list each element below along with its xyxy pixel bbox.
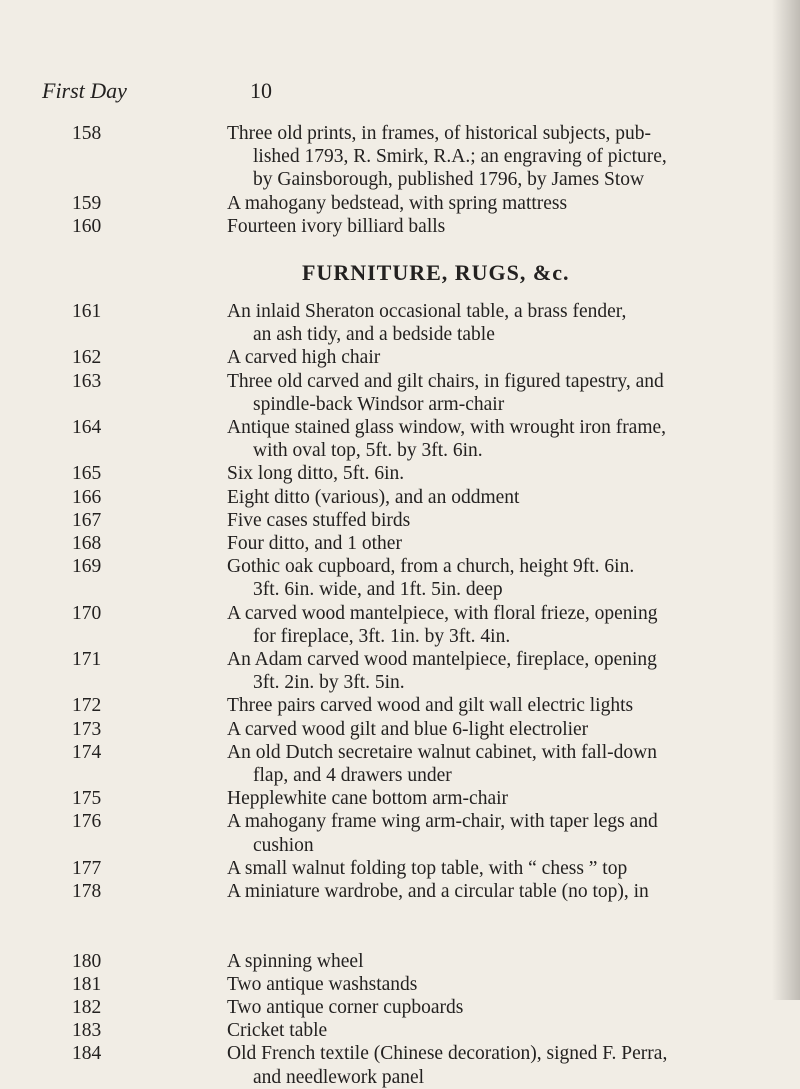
lot-number: 180	[72, 950, 102, 972]
lot-number: 160	[72, 215, 102, 237]
lot-description: Fourteen ivory billiard balls	[227, 215, 446, 237]
lot-description: Three old prints, in frames, of historical subjects, pub- lished 1793, R. Smirk, R.A.; an engraving of picture, by Gainsborough, published 1796, by James Stow	[227, 123, 667, 191]
lot-description: A mahogany frame wing arm-chair, with taper legs and cushion	[227, 811, 658, 856]
lot-number: 161	[72, 301, 102, 322]
lot-description: A spinning wheel	[227, 950, 364, 972]
lot-number: 182	[72, 997, 102, 1018]
lot-description: A small walnut folding top table, with “ chess ” top	[227, 857, 628, 879]
lot-number: 184	[72, 1043, 102, 1065]
lot-description: A carved high chair	[227, 347, 381, 369]
lot-description: Three old carved and gilt chairs, in figured tapestry, and spindle-back Windsor arm-chair	[227, 370, 664, 415]
lot-description: Two antique corner cupboards	[227, 997, 464, 1018]
lot-description: Old French textile (Chinese decoration), signed F. Perra, and needlework panel	[227, 1043, 668, 1088]
lot-number: 183	[72, 1020, 102, 1042]
lot-number: 175	[72, 788, 102, 810]
lot-number: 162	[72, 347, 102, 369]
page-edge-shadow	[772, 0, 800, 1000]
lot-description: Eight ditto (various), and an oddment	[227, 486, 520, 508]
lot-number: 171	[72, 649, 102, 670]
lot-number: 170	[72, 602, 102, 624]
lot-description: A mahogany bedstead, with spring mattress	[227, 192, 568, 214]
lot-number: 173	[72, 718, 102, 740]
lot-number: 166	[72, 486, 102, 508]
lot-description: Four ditto, and 1 other	[227, 533, 402, 554]
lot-description: Gothic oak cupboard, from a church, height 9ft. 6in. 3ft. 6in. wide, and 1ft. 5in. deep	[227, 556, 635, 601]
lot-number: 167	[72, 509, 102, 531]
page-number: 10	[250, 78, 272, 103]
lot-description: Five cases stuffed birds	[227, 509, 411, 531]
lot-description: A carved wood gilt and blue 6-light electrolier	[227, 718, 589, 740]
lot-description: Six long ditto, 5ft. 6in.	[227, 463, 405, 485]
running-head	[0, 78, 800, 108]
lot-number: 176	[72, 811, 102, 833]
lot-description: An old Dutch secretaire walnut cabinet, with fall-down flap, and 4 drawers under	[227, 741, 657, 786]
day-heading: First Day	[42, 78, 127, 103]
lot-description: A carved wood mantelpiece, with floral frieze, opening for fireplace, 3ft. 1in. by 3ft. 4in.	[227, 602, 658, 647]
lot-number: 172	[72, 695, 102, 717]
lot-number: 165	[72, 463, 102, 485]
lot-number: 174	[72, 741, 102, 763]
lot-description: An Adam carved wood mantelpiece, fireplace, opening 3ft. 2in. by 3ft. 5in.	[227, 649, 657, 694]
lot-number: 158	[72, 123, 102, 144]
lot-number: 181	[72, 973, 102, 995]
lot-description: A miniature wardrobe, and a circular table (no top), in	[227, 881, 649, 902]
lot-description: Two antique washstands	[227, 973, 418, 995]
lot-number: 169	[72, 556, 102, 578]
lot-description: Cricket table	[227, 1020, 328, 1042]
lot-number: 164	[72, 417, 102, 438]
lot-description: An inlaid Sheraton occasional table, a brass fender, an ash tidy, and a bedside table	[227, 301, 627, 346]
lot-number: 159	[72, 192, 102, 214]
lot-description: Three pairs carved wood and gilt wall electric lights	[227, 695, 634, 717]
lot-number: 178	[72, 881, 102, 902]
lot-number: 168	[72, 533, 102, 554]
lot-description: Antique stained glass window, with wrought iron frame, with oval top, 5ft. by 3ft. 6in.	[227, 417, 667, 462]
lot-description: Hepplewhite cane bottom arm-chair	[227, 788, 509, 810]
lot-number: 163	[72, 370, 102, 392]
lot-number: 177	[72, 857, 102, 879]
section-title: FURNITURE, RUGS, &c.	[302, 260, 570, 285]
